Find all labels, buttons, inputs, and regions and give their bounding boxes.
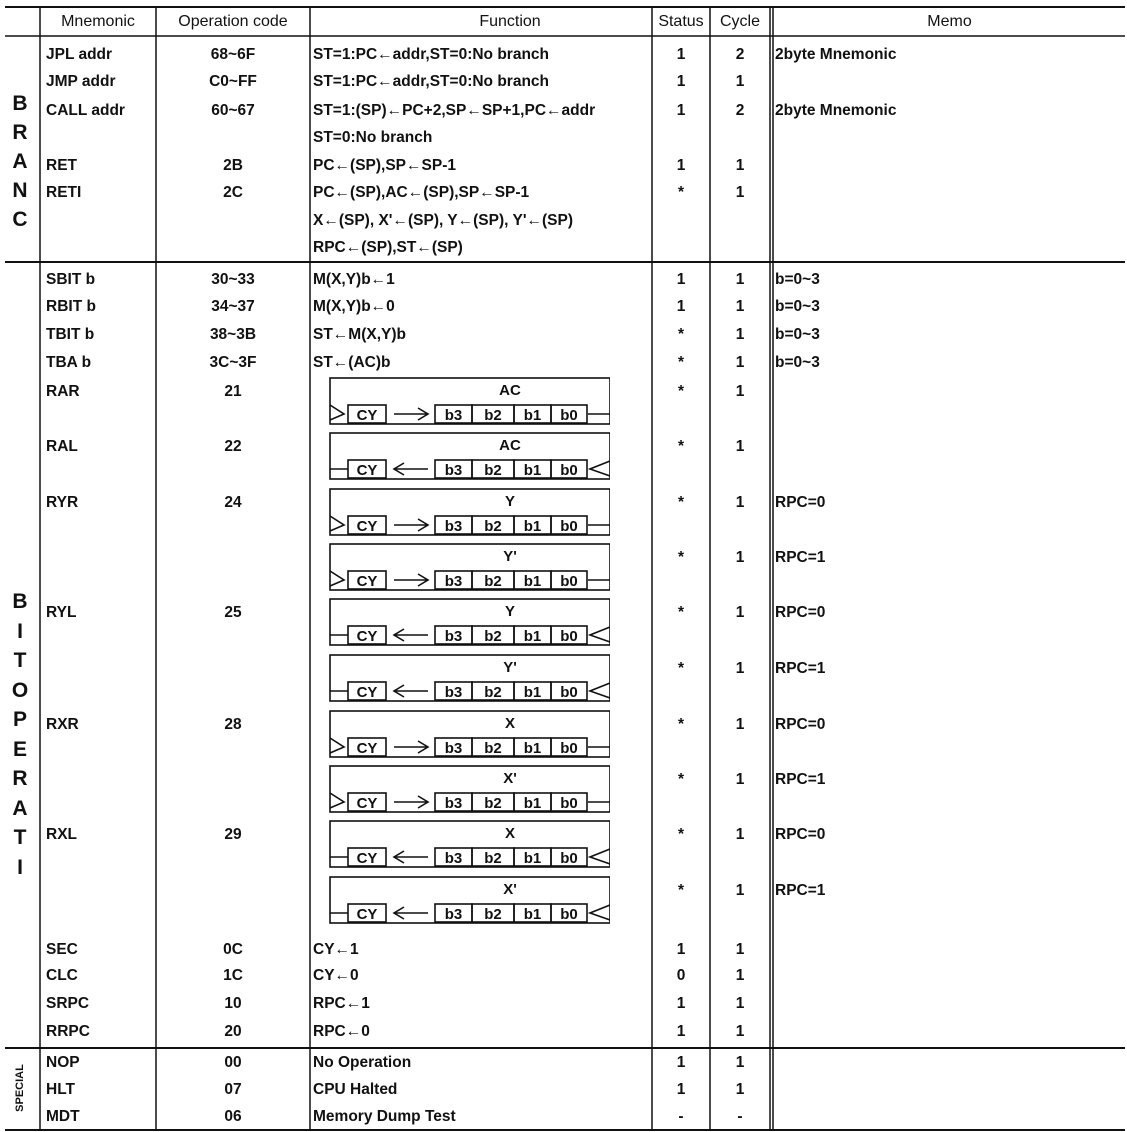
carry-label: CY [356, 628, 378, 645]
shift-arrow-right [394, 796, 428, 808]
cycle-cell: 1 [735, 157, 745, 174]
rotate-diagram [310, 652, 610, 708]
bit-label: b0 [560, 795, 578, 812]
mnemonic-cell: RBIT b [46, 298, 96, 315]
register-label: Y' [503, 548, 517, 565]
status-cell: * [677, 549, 685, 566]
function-cell: RPC←0 [313, 1023, 370, 1040]
bit-label: b0 [560, 518, 578, 535]
mnemonic-cell: RRPC [46, 1023, 90, 1040]
mnemonic-cell: RYL [46, 604, 77, 621]
bit-label: b3 [444, 740, 463, 757]
group-bit-operation-letter: T [13, 826, 27, 849]
opcode-cell: 2B [223, 157, 243, 174]
cycle-cell: - [737, 1108, 743, 1125]
opcode-cell: 24 [224, 494, 242, 511]
opcode-cell: 2C [223, 184, 243, 201]
header-status: Status [658, 13, 704, 30]
memo-cell: RPC=1 [775, 549, 826, 566]
status-cell: 1 [676, 1023, 686, 1040]
register-label: Y [504, 603, 516, 620]
bit-label: b3 [444, 795, 463, 812]
shift-arrow-left [394, 463, 428, 475]
cycle-cell: 1 [735, 494, 745, 511]
register-label: AC [499, 382, 521, 399]
bit-label: b3 [444, 573, 463, 590]
opcode-cell: 60~67 [211, 102, 255, 119]
status-cell: * [677, 604, 685, 621]
rotate-diagram [310, 596, 610, 652]
memo-cell: b=0~3 [775, 354, 820, 371]
cycle-cell: 1 [735, 995, 745, 1012]
wrap-arrow-in [330, 738, 344, 753]
register-label: X' [503, 770, 517, 787]
cycle-cell: 1 [735, 383, 745, 400]
carry-label: CY [356, 462, 378, 479]
bit-label: b0 [560, 850, 578, 867]
status-cell: * [677, 660, 685, 677]
function-cell: RPC←1 [313, 995, 370, 1012]
function-cell: No Operation [313, 1054, 412, 1071]
mnemonic-cell: CLC [46, 967, 78, 984]
cycle-cell: 1 [735, 771, 745, 788]
status-cell: 1 [676, 102, 686, 119]
function-cell: CY←1 [313, 941, 359, 958]
memo-cell: 2byte Mnemonic [775, 46, 897, 63]
group-bit-operation-letter: P [12, 708, 27, 731]
cycle-cell: 1 [735, 941, 745, 958]
mnemonic-cell: RYR [46, 494, 79, 511]
function-cell: ST=1:PC←addr,ST=0:No branch [313, 73, 549, 90]
status-cell: 1 [676, 157, 686, 174]
status-cell: * [677, 383, 685, 400]
bit-label: b3 [444, 850, 463, 867]
mnemonic-cell: SEC [46, 941, 78, 958]
mnemonic-cell: TBIT b [46, 326, 95, 343]
function-cell: M(X,Y)b←0 [313, 298, 395, 315]
group-branch-letter: C [12, 208, 28, 231]
function-cell: ST=1:PC←addr,ST=0:No branch [313, 46, 549, 63]
function-cell: Memory Dump Test [313, 1108, 456, 1125]
mnemonic-cell: RET [46, 157, 77, 174]
status-cell: 1 [676, 46, 686, 63]
rotate-diagram [310, 818, 610, 874]
status-cell: 1 [676, 1081, 686, 1098]
group-bit-operation-letter: E [12, 737, 27, 761]
carry-label: CY [356, 407, 378, 424]
opcode-cell: 22 [224, 438, 242, 455]
opcode-cell: 28 [224, 716, 242, 733]
status-cell: 1 [676, 941, 686, 958]
function-cell: RPC←(SP),ST←(SP) [313, 239, 463, 256]
register-label: Y' [503, 659, 517, 676]
rotate-diagram [310, 708, 610, 764]
bit-label: b1 [523, 462, 542, 479]
bit-label: b2 [484, 407, 502, 424]
status-cell: * [677, 826, 685, 843]
group-bit-operation-letter: T [13, 649, 27, 672]
shift-arrow-right [394, 574, 428, 586]
status-cell: * [677, 771, 685, 788]
cycle-cell: 1 [735, 1081, 745, 1098]
bit-label: b0 [560, 407, 578, 424]
bit-label: b1 [523, 684, 542, 701]
cycle-cell: 1 [735, 826, 745, 843]
mnemonic-cell: TBA b [46, 354, 92, 371]
cycle-cell: 1 [735, 73, 745, 90]
rotate-diagram [310, 486, 610, 542]
bit-label: b3 [444, 462, 463, 479]
opcode-cell: 00 [224, 1054, 242, 1071]
shift-arrow-left [394, 851, 428, 863]
bit-label: b2 [484, 740, 502, 757]
carry-label: CY [356, 906, 378, 923]
rotate-diagram [310, 375, 610, 431]
shift-arrow-right [394, 741, 428, 753]
function-cell: M(X,Y)b←1 [313, 271, 395, 288]
group-bit-operation-letter: I [17, 855, 23, 879]
function-cell: CPU Halted [313, 1081, 398, 1098]
opcode-cell: 07 [224, 1081, 242, 1098]
status-cell: * [677, 184, 685, 201]
bit-label: b1 [523, 407, 542, 424]
cycle-cell: 2 [735, 46, 745, 63]
group-branch-letter: A [12, 150, 28, 173]
bit-label: b1 [523, 573, 542, 590]
bit-label: b1 [523, 628, 542, 645]
carry-label: CY [356, 573, 378, 590]
memo-cell: RPC=1 [775, 660, 826, 677]
rotate-diagram [310, 541, 610, 597]
wrap-arrow-in [330, 793, 344, 808]
mnemonic-cell: HLT [46, 1081, 75, 1098]
bit-label: b0 [560, 462, 578, 479]
bit-label: b2 [484, 795, 502, 812]
rotate-diagram [310, 874, 610, 930]
memo-cell: 2byte Mnemonic [775, 102, 897, 119]
memo-cell: b=0~3 [775, 326, 820, 343]
mnemonic-cell: MDT [46, 1108, 80, 1125]
cycle-cell: 1 [735, 716, 745, 733]
memo-cell: RPC=0 [775, 494, 826, 511]
carry-label: CY [356, 740, 378, 757]
mnemonic-cell: RETI [46, 184, 82, 201]
bit-label: b3 [444, 906, 463, 923]
function-cell: ST=1:(SP)←PC+2,SP←SP+1,PC←addr [313, 102, 596, 119]
opcode-cell: C0~FF [209, 73, 257, 90]
shift-arrow-right [394, 408, 428, 420]
rotate-diagram [310, 763, 610, 819]
header-mnemonic: Mnemonic [61, 13, 135, 30]
mnemonic-cell: SBIT b [46, 271, 96, 288]
memo-cell: RPC=0 [775, 716, 826, 733]
bit-label: b2 [484, 573, 502, 590]
function-cell: PC←(SP),AC←(SP),SP←SP-1 [313, 184, 530, 201]
register-label: Y [504, 493, 516, 510]
bit-label: b2 [484, 850, 502, 867]
mnemonic-cell: CALL addr [46, 102, 125, 119]
status-cell: 1 [676, 73, 686, 90]
wrap-arrow-in [590, 627, 610, 642]
bit-label: b2 [484, 906, 502, 923]
bit-label: b2 [484, 628, 502, 645]
register-label: X [504, 715, 516, 732]
cycle-cell: 1 [735, 604, 745, 621]
bit-label: b3 [444, 628, 463, 645]
bit-label: b1 [523, 906, 542, 923]
status-cell: - [678, 1108, 684, 1125]
memo-cell: RPC=0 [775, 826, 826, 843]
carry-label: CY [356, 850, 378, 867]
group-special-label: SPECIAL [14, 1064, 26, 1112]
status-cell: * [677, 882, 685, 899]
cycle-cell: 1 [735, 326, 745, 343]
cycle-cell: 1 [735, 438, 745, 455]
cycle-cell: 1 [735, 354, 745, 371]
cycle-cell: 1 [735, 549, 745, 566]
cycle-cell: 1 [735, 1023, 745, 1040]
status-cell: * [677, 354, 685, 371]
wrap-arrow-in [590, 461, 610, 476]
opcode-cell: 21 [224, 383, 242, 400]
bit-label: b0 [560, 573, 578, 590]
opcode-cell: 0C [223, 941, 243, 958]
status-cell: * [677, 438, 685, 455]
shift-arrow-left [394, 907, 428, 919]
memo-cell: RPC=0 [775, 604, 826, 621]
bit-label: b2 [484, 684, 502, 701]
group-branch-letter: N [12, 179, 28, 202]
status-cell: 0 [676, 967, 686, 984]
cycle-cell: 2 [735, 102, 745, 119]
group-bit-operation-letter: B [12, 590, 28, 613]
opcode-cell: 34~37 [211, 298, 255, 315]
bit-label: b0 [560, 906, 578, 923]
bit-label: b3 [444, 518, 463, 535]
memo-cell: b=0~3 [775, 271, 820, 288]
header-cycle: Cycle [719, 13, 760, 30]
cycle-cell: 1 [735, 298, 745, 315]
mnemonic-cell: RAL [46, 438, 78, 455]
bit-label: b3 [444, 684, 463, 701]
bit-label: b3 [444, 407, 463, 424]
opcode-cell: 30~33 [211, 271, 255, 288]
cycle-cell: 1 [735, 271, 745, 288]
opcode-cell: 29 [224, 826, 242, 843]
status-cell: 1 [676, 995, 686, 1012]
cycle-cell: 1 [735, 660, 745, 677]
mnemonic-cell: RAR [46, 383, 80, 400]
mnemonic-cell: JMP addr [46, 73, 116, 90]
carry-label: CY [356, 518, 378, 535]
group-branch-letter: R [12, 121, 28, 144]
bit-label: b2 [484, 462, 502, 479]
group-branch-letter: B [12, 92, 28, 115]
bit-label: b1 [523, 850, 542, 867]
bit-label: b1 [523, 740, 542, 757]
group-bit-operation-letter: I [17, 619, 23, 643]
mnemonic-cell: NOP [46, 1054, 80, 1071]
register-label: X [504, 825, 516, 842]
carry-label: CY [356, 684, 378, 701]
wrap-arrow-in [330, 516, 344, 531]
shift-arrow-left [394, 629, 428, 641]
group-bit-operation-letter: A [12, 796, 28, 820]
mnemonic-cell: SRPC [46, 995, 90, 1012]
opcode-cell: 25 [224, 604, 242, 621]
cycle-cell: 1 [735, 184, 745, 201]
shift-arrow-left [394, 685, 428, 697]
wrap-arrow-in [330, 571, 344, 586]
register-label: AC [499, 437, 521, 454]
bit-label: b0 [560, 684, 578, 701]
cycle-cell: 1 [735, 882, 745, 899]
wrap-arrow-in [330, 405, 344, 420]
opcode-cell: 38~3B [209, 326, 257, 343]
cycle-cell: 1 [735, 1054, 745, 1071]
wrap-arrow-in [590, 905, 610, 920]
opcode-cell: 20 [224, 1023, 242, 1040]
status-cell: 1 [676, 1054, 686, 1071]
opcode-cell: 3C~3F [209, 354, 257, 371]
memo-cell: RPC=1 [775, 882, 826, 899]
header-function: Function [479, 13, 541, 30]
function-cell: X←(SP), X'←(SP), Y←(SP), Y'←(SP) [313, 212, 574, 229]
carry-label: CY [356, 795, 378, 812]
status-cell: 1 [676, 298, 686, 315]
bit-label: b0 [560, 740, 578, 757]
cycle-cell: 1 [735, 967, 745, 984]
shift-arrow-right [394, 519, 428, 531]
mnemonic-cell: JPL addr [46, 46, 113, 63]
function-cell: PC←(SP),SP←SP-1 [313, 157, 456, 174]
status-cell: * [677, 716, 685, 733]
group-bit-operation-letter: O [11, 678, 29, 702]
function-cell: CY←0 [313, 967, 359, 984]
bit-label: b1 [523, 518, 542, 535]
header-operation-code: Operation code [178, 13, 288, 30]
memo-cell: RPC=1 [775, 771, 826, 788]
opcode-cell: 06 [224, 1108, 242, 1125]
opcode-cell: 10 [224, 995, 242, 1012]
group-bit-operation-letter: R [12, 767, 28, 790]
status-cell: * [677, 494, 685, 511]
mnemonic-cell: RXR [46, 716, 79, 733]
opcode-cell: 1C [223, 967, 243, 984]
mnemonic-cell: RXL [46, 826, 77, 843]
bit-label: b1 [523, 795, 542, 812]
status-cell: 1 [676, 271, 686, 288]
function-cell: ST=0:No branch [313, 129, 433, 146]
bit-label: b0 [560, 628, 578, 645]
register-label: X' [503, 881, 517, 898]
wrap-arrow-in [590, 849, 610, 864]
rotate-diagram [310, 430, 610, 486]
function-cell: ST←M(X,Y)b [313, 326, 406, 343]
header-memo: Memo [927, 13, 972, 30]
wrap-arrow-in [590, 683, 610, 698]
opcode-cell: 68~6F [210, 46, 256, 63]
status-cell: * [677, 326, 685, 343]
function-cell: ST←(AC)b [313, 354, 391, 371]
memo-cell: b=0~3 [775, 298, 820, 315]
bit-label: b2 [484, 518, 502, 535]
